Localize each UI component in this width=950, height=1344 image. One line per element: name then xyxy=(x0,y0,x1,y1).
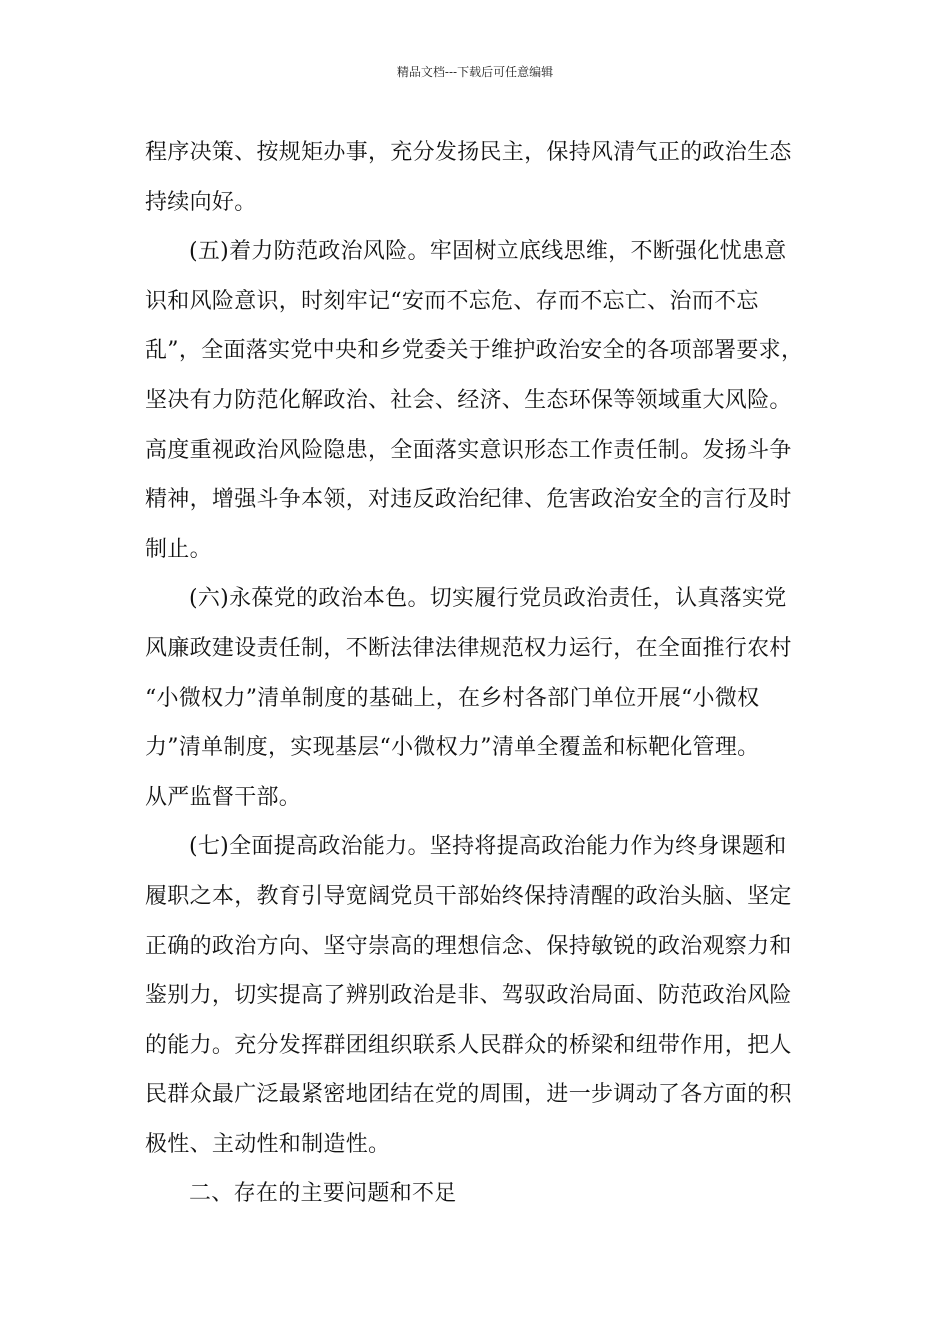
text-line: 履职之本，教育引导宽阔党员干部始终保持清醒的政治头脑、坚定 xyxy=(145,883,792,909)
text-line: 持续向好。 xyxy=(145,189,257,215)
text-line: 制止。 xyxy=(145,536,212,562)
text-line: 精神，增强斗争本领，对违反政治纪律、危害政治安全的言行及时 xyxy=(145,487,792,513)
section-heading-problems: 二、存在的主要问题和不足 xyxy=(189,1181,457,1207)
text-line: 识和风险意识，时刻牢记“安而不忘危、存而不忘亡、治而不忘 xyxy=(145,288,759,314)
text-line: 乱”，全面落实党中央和乡党委关于维护政治安全的各项部署要求， xyxy=(145,338,804,364)
text-line: 力”清单制度，实现基层“小微权力”清单全覆盖和标靶化管理。 xyxy=(145,735,760,761)
text-line: 鉴别力，切实提高了辨别政治是非、驾驭政治局面、防范政治风险 xyxy=(145,983,792,1009)
document-body xyxy=(145,128,825,1219)
text-line: 民群众最广泛最紧密地团结在党的周围，进一步调动了各方面的积 xyxy=(145,1082,792,1108)
text-line: 极性、主动性和制造性。 xyxy=(145,1131,391,1157)
page-header: 精品文档---下载后可任意编辑 xyxy=(396,65,554,79)
text-line: “小微权力”清单制度的基础上，在乡村各部门单位开展“小微权 xyxy=(145,685,760,711)
text-line: 从严监督干部。 xyxy=(145,784,302,810)
text-line: 的能力。充分发挥群团组织联系人民群众的桥梁和纽带作用，把人 xyxy=(145,1032,792,1058)
section-6-heading-line: (六)永葆党的政治本色。切实履行党员政治责任，认真落实党 xyxy=(189,586,787,612)
text-line: 坚决有力防范化解政治、社会、经济、生态环保等领域重大风险。 xyxy=(145,387,792,413)
text-line: 风廉政建设责任制，不断法律法律规范权力运行，在全面推行农村 xyxy=(145,635,792,661)
section-5-heading-line: (五)着力防范政治风险。牢固树立底线思维，不断强化忧患意 xyxy=(189,239,787,265)
text-line: 正确的政治方向、坚守崇高的理想信念、保持敏锐的政治观察力和 xyxy=(145,933,792,959)
section-7-heading-line: (七)全面提高政治能力。坚持将提高政治能力作为终身课题和 xyxy=(189,834,787,860)
text-line: 程序决策、按规矩办事，充分发扬民主，保持风清气正的政治生态 xyxy=(145,140,792,165)
text-line: 高度重视政治风险隐患，全面落实意识形态工作责任制。发扬斗争 xyxy=(145,437,792,463)
